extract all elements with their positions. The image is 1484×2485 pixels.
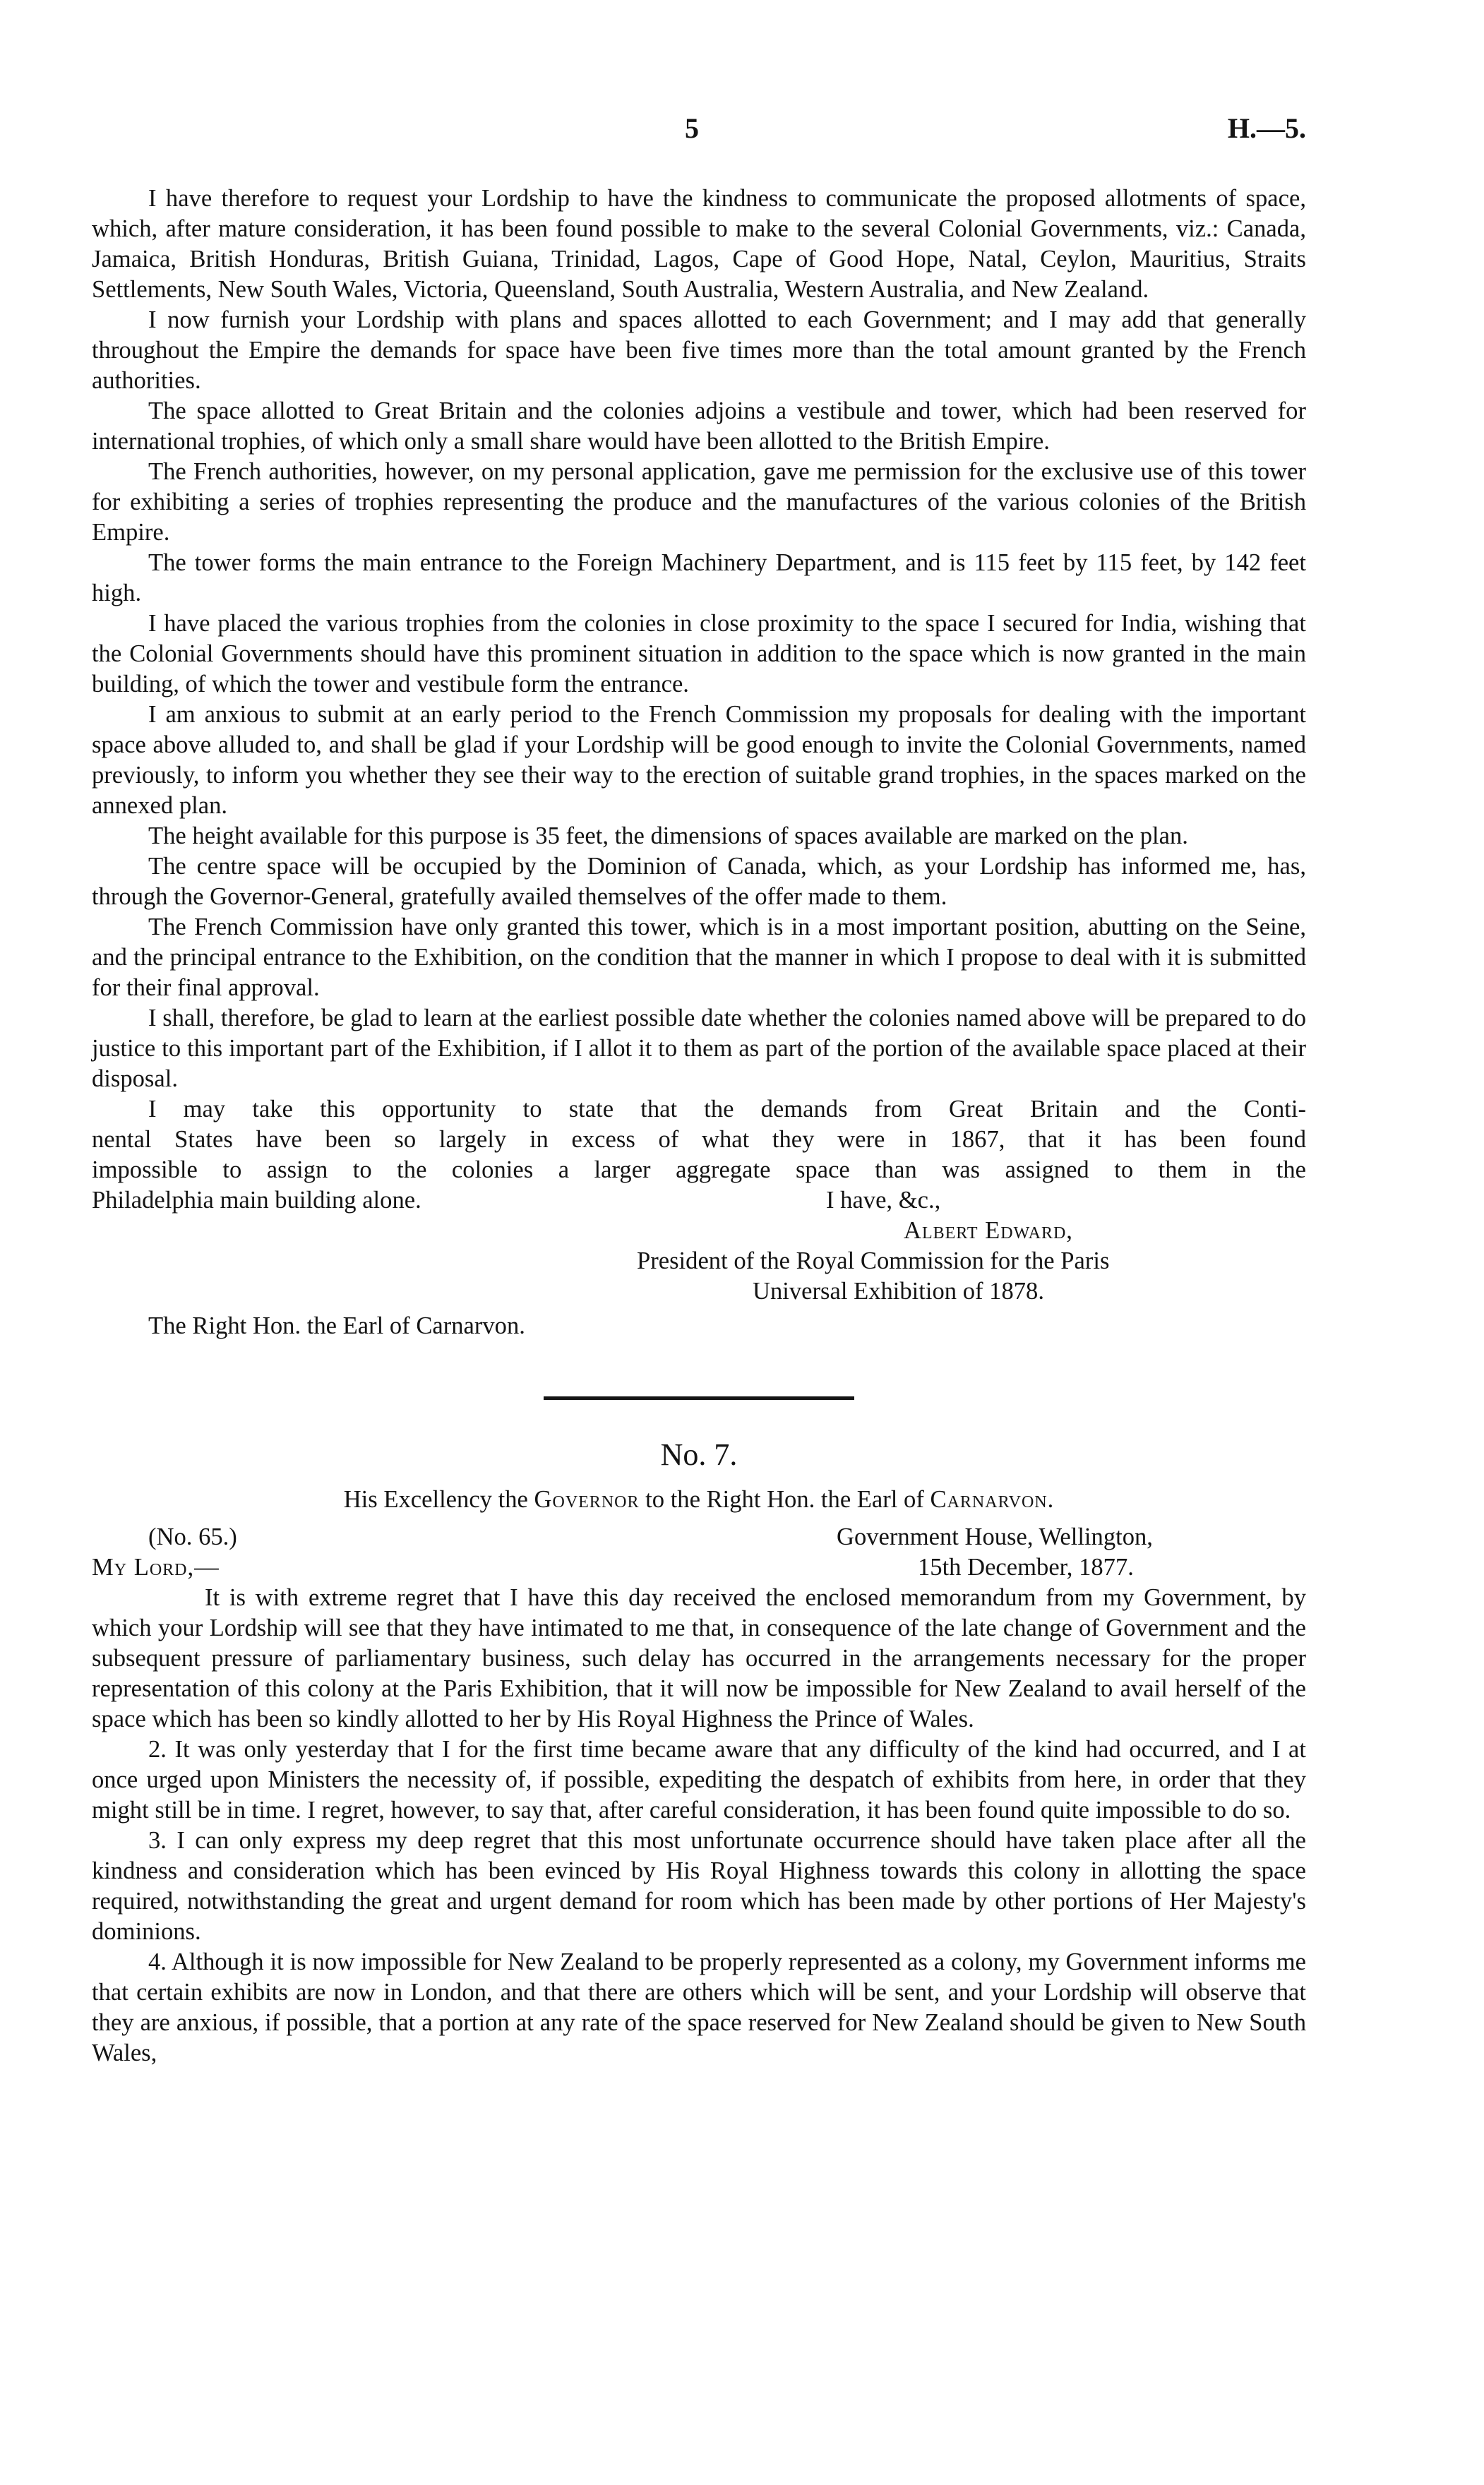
final-paragraph (92, 1094, 1306, 1216)
paragraph: The French Commission have only granted this tower, which is in a most important position, abutting on the Seine, and the principal entrance to the Exhibition, on the condition that the manner in which I propose to deal with it is submitted for their final approval. (92, 914, 1306, 1001)
text-line: impossible to assign to the colonies a larger aggregate space than was assigned to them in the (92, 1156, 1306, 1183)
page-body (92, 184, 1306, 2068)
document-number: No. 7. (660, 1437, 738, 1472)
salutation: My Lord,— (92, 1554, 220, 1581)
page-header (173, 112, 1306, 154)
letter-no-7 (92, 1435, 1306, 2068)
paragraph: The French authorities, however, on my personal application, gave me permission for the exclusive use of this tower for exhibiting a series of trophies representing the produce and the manufactures of the various colonies of the British Empire. (92, 458, 1306, 546)
page-number: 5 (685, 112, 699, 144)
paragraph: The height available for this purpose is 35 feet, the dimensions of spaces available are marked on the plan. (148, 822, 1188, 849)
paragraph: The space allotted to Great Britain and the colonies adjoins a vestibule and tower, which had been reserved for international trophies, of which only a small share would have been allotted to the British Empire. (92, 397, 1306, 455)
closing-line (92, 1185, 1306, 1216)
signature: Albert Edward, (904, 1217, 1073, 1244)
section-divider (544, 1396, 854, 1400)
paragraph: I have therefore to request your Lordship to have the kindness to communicate the proposed allotments of space, which, after mature consideration, it has been found possible to make to the several Colonial Governments, viz.: Canada, Jamaica, British Honduras, British Guiana, Trinidad, Lagos, Cape of Good Hope, Natal, Ceylon, Mauritius, Straits Settlements, New South Wales, Victoria, Queensland, South Australia, Western Australia, and New Zealand. (92, 185, 1306, 303)
reference-line (92, 1522, 1306, 1552)
paragraph: It is with extreme regret that I have this day received the enclosed memorandum from my Government, by which your Lordship will see that they have intimated to me that, in consequence of the late change of Government and the subsequent pressure of parliamentary business, such delay has occurred in the arrangements necessary for the proper representation of this colony at the Paris Exhibition, that it will now be impossible for New Zealand to avail herself of the space which has been so kindly allotted to her by His Royal Highness the Prince of Wales. (92, 1584, 1306, 1732)
paragraph: I am anxious to submit at an early period to the French Commission my proposals for dealing with the important space above alluded to, and shall be glad if your Lordship will be good enough to invite the Colonial Governments, named previously, to inform you whether they see their way to the erection of suitable grand trophies, in the spaces marked on the annexed plan. (92, 701, 1306, 819)
paragraph: The tower forms the main entrance to the Foreign Machinery Department, and is 115 feet by 115 feet, by 142 feet high. (92, 549, 1306, 606)
signature-title-line (92, 1246, 1306, 1276)
signature-title: President of the Royal Commission for the Paris (637, 1247, 1110, 1274)
text-line: nental States have been so largely in excess of what they were in 1867, that it has been found (92, 1126, 1306, 1153)
salutation-line (92, 1552, 1306, 1583)
addressee: The Right Hon. the Earl of Carnarvon. (148, 1312, 525, 1339)
signature-title: Universal Exhibition of 1878. (753, 1278, 1044, 1305)
signature-line (92, 1216, 1306, 1246)
paragraph: 3. I can only express my deep regret that this most unfortunate occurrence should have taken place after all the kindness and consideration which has been evinced by His Royal Highness towards this colony in allotting the space required, notwithstanding the great and urgent demand for room which has been made by other portions of Her Majesty's dominions. (92, 1827, 1306, 1945)
closing-text: Philadelphia main building alone. (92, 1187, 421, 1214)
letter-prince-of-wales (92, 184, 1306, 1341)
letter-date: 15th December, 1877. (918, 1554, 1134, 1581)
closing-formula: I have, &c., (826, 1187, 941, 1214)
document-subtitle: His Excellency the Governor to the Right Hon. the Earl of Carnarvon. (343, 1486, 1055, 1513)
document-reference: H.—5. (1227, 112, 1306, 144)
despatch-number: (No. 65.) (148, 1523, 237, 1550)
signature-title-line (92, 1276, 1306, 1307)
paragraph: 2. It was only yesterday that I for the first time became aware that any difficulty of the kind had occurred, and I at once urged upon Ministers the necessity of, if possible, expediting the despatch of exhibits from here, in order that they might still be in time. I regret, however, to say that, after careful consideration, it has been found quite impossible to do so. (92, 1736, 1306, 1824)
paragraph: 4. Although it is now impossible for New Zealand to be properly represented as a colony, my Government informs me that certain exhibits are now in London, and that there are others which will be sent, and your Lordship will observe that they are anxious, if possible, that a portion at any rate of the space reserved for New Zealand should be given to New South Wales, (92, 1948, 1306, 2066)
paragraph: I now furnish your Lordship with plans and spaces allotted to each Government; and I may add that generally throughout the Empire the demands for space have been five times more than the total amount granted by the French authorities. (92, 306, 1306, 394)
sender-location: Government House, Wellington, (837, 1523, 1153, 1550)
paragraph: I shall, therefore, be glad to learn at the earliest possible date whether the colonies named above will be prepared to do justice to this important part of the Exhibition, if I allot it to them as part of the portion of the available space placed at their disposal. (92, 1005, 1306, 1092)
addressee-line (92, 1311, 1306, 1341)
paragraph: The centre space will be occupied by the Dominion of Canada, which, as your Lordship has informed me, has, through the Governor-General, gratefully availed themselves of the offer made to them. (92, 853, 1306, 910)
paragraph: I have placed the various trophies from the colonies in close proximity to the space I secured for India, wishing that the Colonial Governments should have this prominent situation in addition to the space which is now granted in the main building, of which the tower and vestibule form the entrance. (92, 610, 1306, 697)
text-line: I may take this opportunity to state that the demands from Great Britain and the Conti- (148, 1096, 1306, 1122)
